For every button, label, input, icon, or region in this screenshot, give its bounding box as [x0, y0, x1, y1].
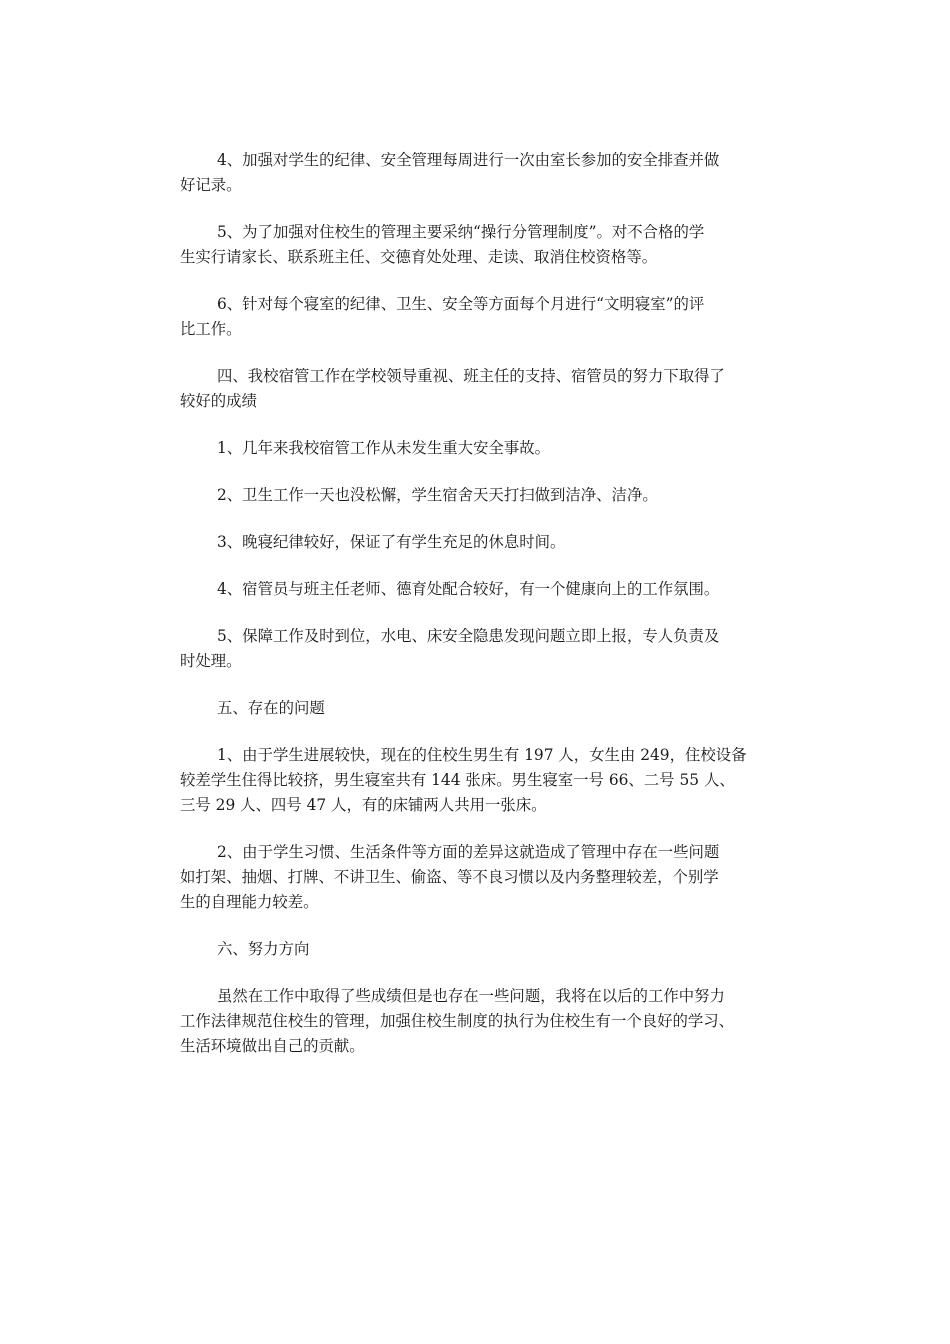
- paragraph-item-5-conduct-score: [180, 220, 780, 270]
- paragraph-achievement-1: [180, 436, 780, 461]
- text-line: 六、努力方向: [217, 940, 310, 958]
- section-heading-problems: [180, 696, 780, 721]
- text-line: 工作法律规范住校生的管理，加强住校生制度的执行为住校生有一个良好的学习、: [180, 1012, 735, 1030]
- text-line: 4、宿管员与班主任老师、德育处配合较好，有一个健康向上的工作氛围。: [217, 580, 720, 598]
- text-line: 4、加强对学生的纪律、安全管理每周进行一次由室长参加的安全排查并做: [217, 151, 720, 169]
- text-line: 较差学生住得比较挤，男生寝室共有 144 张床。男生寝室一号 66、二号 55 人、: [180, 771, 735, 789]
- paragraph-problem-2: [180, 840, 780, 915]
- paragraph-direction: [180, 984, 780, 1059]
- text-line: 生活环境做出自己的贡献。: [180, 1037, 365, 1055]
- paragraph-achievement-3: [180, 530, 780, 555]
- text-line: 1、由于学生进展较快，现在的住校生男生有 197 人，女生由 249，住校设备: [217, 746, 747, 764]
- text-line: 好记录。: [180, 176, 242, 194]
- text-line: 五、存在的问题: [217, 699, 325, 717]
- text-line: 2、由于学生习惯、生活条件等方面的差异这就造成了管理中存在一些问题: [217, 843, 720, 861]
- text-line: 生的自理能力较差。: [180, 893, 319, 911]
- text-line: 2、卫生工作一天也没松懈，学生宿舍天天打扫做到洁净、洁净。: [217, 486, 658, 504]
- section-heading-direction: [180, 937, 780, 962]
- document-body: [180, 148, 780, 1081]
- paragraph-achievement-5: [180, 624, 780, 674]
- text-line: 如打架、抽烟、打牌、不讲卫生、偷盗、等不良习惯以及内务整理较差，个别学: [180, 868, 719, 886]
- text-line: 比工作。: [180, 320, 242, 338]
- paragraph-item-6-civilized-dorm: [180, 292, 780, 342]
- text-line: 生实行请家长、联系班主任、交德育处处理、走读、取消住校资格等。: [180, 248, 658, 266]
- text-line: 时处理。: [180, 652, 242, 670]
- text-line: 6、针对每个寝室的纪律、卫生、安全等方面每个月进行“文明寝室”的评: [217, 295, 705, 313]
- text-line: 三号 29 人、四号 47 人，有的床铺两人共用一张床。: [180, 796, 547, 814]
- text-line: 四、我校宿管工作在学校领导重视、班主任的支持、宿管员的努力下取得了: [217, 367, 725, 385]
- section-heading-achievements: [180, 364, 780, 414]
- text-line: 5、保障工作及时到位，水电、床安全隐患发现问题立即上报，专人负责及: [217, 627, 720, 645]
- paragraph-achievement-4: [180, 577, 780, 602]
- text-line: 5、为了加强对住校生的管理主要采纳“操行分管理制度”。对不合格的学: [217, 223, 705, 241]
- paragraph-problem-1: [180, 743, 780, 818]
- text-line: 1、几年来我校宿管工作从未发生重大安全事故。: [217, 439, 550, 457]
- text-line: 较好的成绩: [180, 392, 257, 410]
- text-line: 虽然在工作中取得了些成绩但是也存在一些问题，我将在以后的工作中努力: [217, 987, 725, 1005]
- paragraph-item-4-discipline: [180, 148, 780, 198]
- text-line: 3、晚寝纪律较好，保证了有学生充足的休息时间。: [217, 533, 566, 551]
- paragraph-achievement-2: [180, 483, 780, 508]
